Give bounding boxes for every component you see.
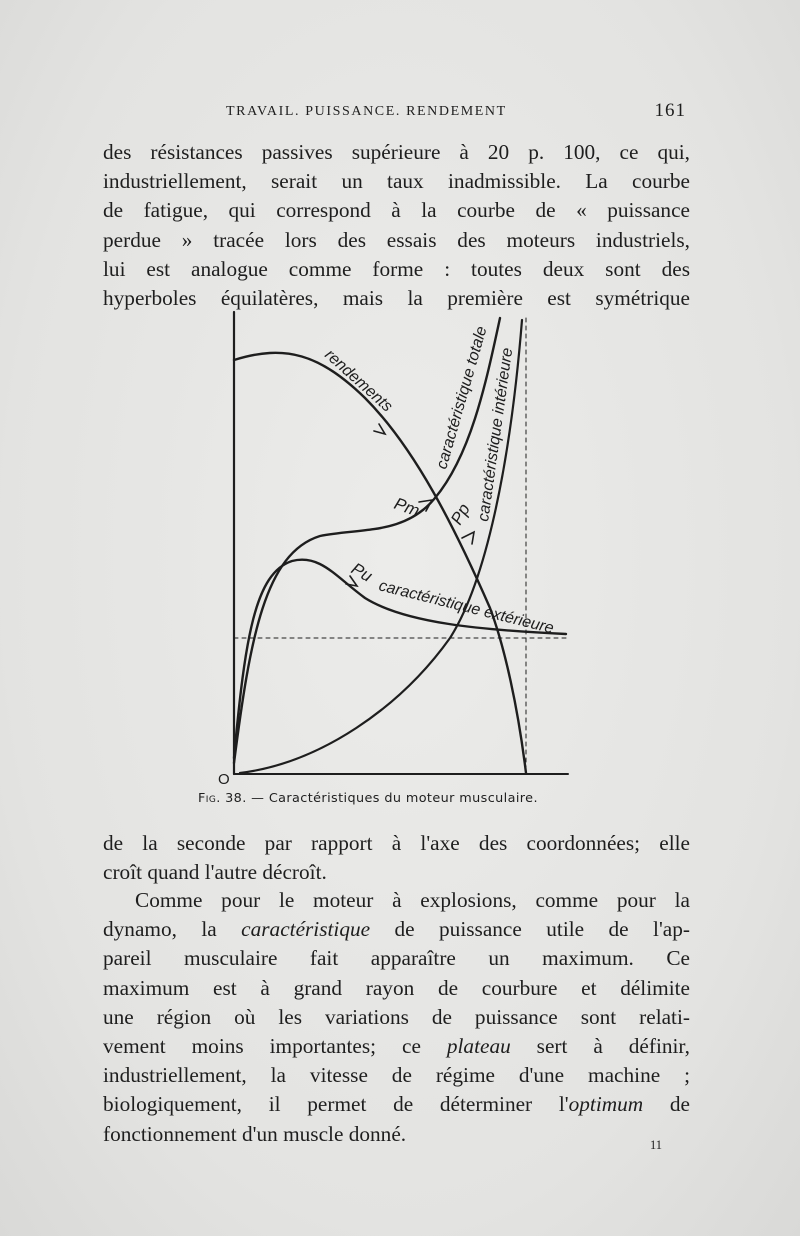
text-line: de la seconde par rapport à l'axe des coordonnées; elle	[103, 831, 690, 855]
emphasis-plateau: plateau	[446, 1034, 511, 1059]
text-line: pareil musculaire fait apparaître un maximum. Ce	[103, 946, 690, 971]
characteristics-diagram	[200, 308, 590, 798]
paragraph-after-figure	[103, 829, 690, 887]
emphasis-optimum: optimum	[568, 1092, 644, 1117]
origin-label: O	[218, 771, 230, 788]
label-pm: Pm	[391, 493, 423, 521]
page-header	[226, 100, 686, 126]
text-line: une région où les variations de puissance sont relati-	[103, 1004, 690, 1029]
caption-text: — Caractéristiques du moteur musculaire.	[246, 791, 538, 806]
text-line: croît quand l'autre décroît.	[103, 860, 327, 885]
text-fragment: biologiquement, il permet de déterminer l'	[103, 1092, 569, 1117]
text-line: perdue » tracée lors des essais des moteurs industriels,	[103, 227, 690, 252]
text-line: des résistances passives supérieure à 20 p. 100, ce qui,	[103, 140, 690, 164]
label-pp: Pp	[447, 500, 474, 528]
text-line	[103, 1032, 690, 1061]
text-line	[103, 915, 690, 944]
emphasis-caracteristique: caractéristique	[241, 917, 371, 942]
figure-caption	[198, 791, 588, 806]
running-head: TRAVAIL. PUISSANCE. RENDEMENT	[226, 104, 507, 119]
text-fragment: sert à définir,	[510, 1034, 690, 1059]
arrow-rendements	[374, 424, 385, 434]
text-line: de fatigue, qui correspond à la courbe de « puissance	[103, 198, 690, 223]
paragraph-continuation	[103, 138, 690, 313]
text-line: hyperboles équilatères, mais la première est symétrique	[103, 286, 690, 311]
text-line	[103, 1090, 690, 1119]
arrow-pp	[462, 532, 474, 544]
paragraph-optimum	[103, 886, 690, 1149]
text-fragment: vement moins importantes; ce	[103, 1034, 447, 1059]
signature-mark: 11	[650, 1138, 663, 1152]
label-caracteristique-exterieure: caractéristique extérieure	[377, 577, 556, 638]
text-line: industriellement, la vitesse de régime d'une machine ;	[103, 1063, 690, 1088]
page-number: 161	[654, 100, 686, 121]
text-fragment: de	[643, 1092, 690, 1117]
caption-label: Fig. 38.	[198, 791, 247, 806]
text-line: industriellement, serait un taux inadmissible. La courbe	[103, 169, 690, 194]
figure-38	[200, 308, 590, 798]
text-line: Comme pour le moteur à explosions, comme pour la	[135, 888, 690, 912]
label-rendements: rendements	[321, 346, 396, 416]
text-line: maximum est à grand rayon de courbure et délimite	[103, 975, 690, 1000]
label-caracteristique-totale: caractéristique totale	[433, 324, 491, 472]
label-caracteristique-interieure: caractéristique intérieure	[475, 346, 517, 523]
label-pu: Pu	[348, 559, 376, 586]
text-fragment: de puissance utile de l'ap-	[370, 917, 690, 942]
text-line: fonctionnement d'un muscle donné.	[103, 1121, 407, 1146]
curve-caracteristique-interieure	[240, 320, 522, 773]
text-fragment: dynamo, la	[103, 917, 242, 942]
text-line: lui est analogue comme forme : toutes deux sont des	[103, 256, 690, 281]
